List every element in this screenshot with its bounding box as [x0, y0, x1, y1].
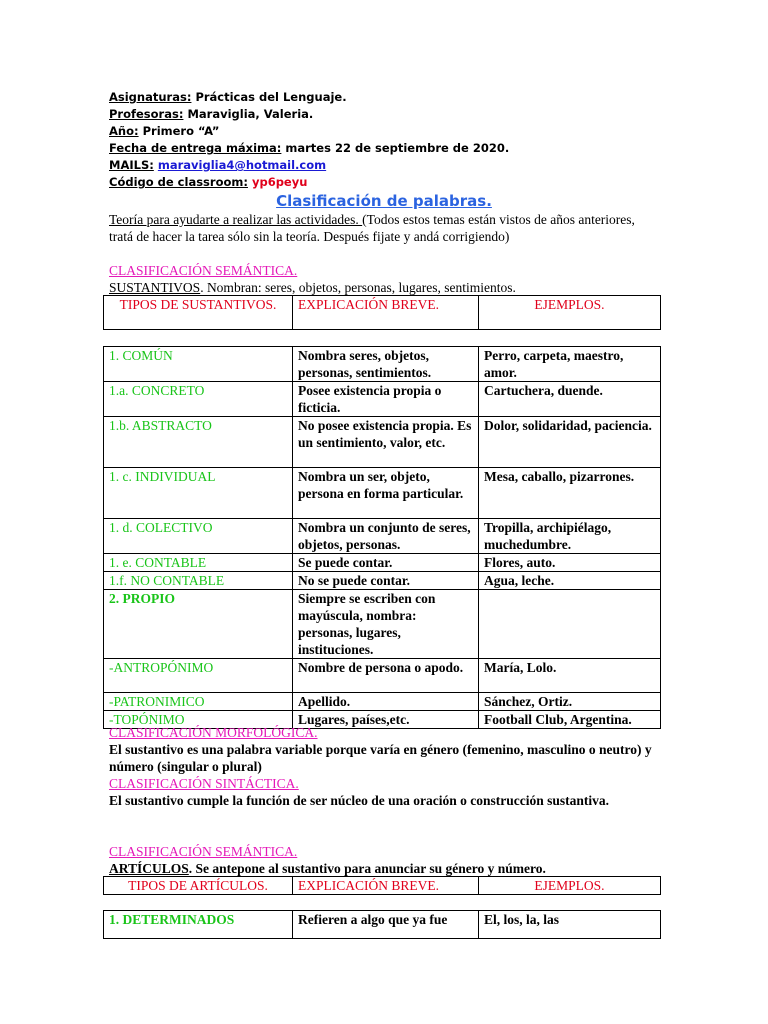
- table-row: [104, 659, 661, 693]
- articulos-definition: [109, 860, 661, 877]
- ejemplos-cell: Flores, auto.: [479, 554, 661, 572]
- tipo-cell: 2. PROPIO: [104, 590, 293, 659]
- explicacion-cell: Siempre se escriben con mayúscula, nombra: personas, lugares, instituciones.: [293, 590, 479, 659]
- ejemplos-cell: Tropilla, archipiélago, muchedumbre.: [479, 519, 661, 554]
- codigo-label: Código de classroom:: [109, 175, 248, 189]
- explicacion-cell: No posee existencia propia. Es un sentimiento, valor, etc.: [293, 417, 479, 468]
- anio-label: Año:: [109, 124, 139, 138]
- table-row: [104, 572, 661, 590]
- fecha-value: martes 22 de septiembre de 2020.: [281, 141, 510, 155]
- codigo-line: [109, 174, 729, 191]
- articulos-table: [103, 910, 661, 939]
- ejemplos-cell: El, los, la, las: [479, 911, 661, 939]
- header-tipos: TIPOS DE SUSTANTIVOS.: [104, 296, 293, 330]
- explicacion-cell: Se puede contar.: [293, 554, 479, 572]
- table-row: [104, 347, 661, 382]
- tipo-cell: -TOPÓNIMO: [104, 711, 293, 729]
- ejemplos-cell: Perro, carpeta, maestro, amor.: [479, 347, 661, 382]
- explicacion-cell: Nombre de persona o apodo.: [293, 659, 479, 693]
- ejemplos-cell: Sánchez, Ortiz.: [479, 693, 661, 711]
- explicacion-cell: Apellido.: [293, 693, 479, 711]
- ejemplos-cell: Dolor, solidaridad, paciencia.: [479, 417, 661, 468]
- tipo-cell: 1. c. INDIVIDUAL: [104, 468, 293, 519]
- sustantivos-table: [103, 346, 661, 729]
- explicacion-cell: Posee existencia propia o ficticia.: [293, 382, 479, 417]
- asignaturas-value: Prácticas del Lenguaje.: [191, 90, 347, 104]
- explicacion-cell: No se puede contar.: [293, 572, 479, 590]
- mails-label: MAILS:: [109, 158, 154, 172]
- ejemplos-cell: Cartuchera, duende.: [479, 382, 661, 417]
- section-heading-semantica: CLASIFICACIÓN SEMÁNTICA.: [109, 263, 298, 278]
- section-heading-sintactica: CLASIFICACIÓN SINTÁCTICA.: [109, 776, 299, 791]
- header-ejemplos-articulos: EJEMPLOS.: [479, 877, 661, 895]
- mails-line: [109, 157, 729, 174]
- explicacion-cell: Nombra un ser, objeto, persona en forma particular.: [293, 468, 479, 519]
- tipo-cell: 1. DETERMINADOS: [104, 911, 293, 939]
- sustantivos-desc: . Nombran: seres, objetos, personas, lugares, sentimientos.: [200, 280, 516, 295]
- anio-line: [109, 123, 729, 140]
- tipo-cell: 1. d. COLECTIVO: [104, 519, 293, 554]
- ejemplos-cell: Football Club, Argentina.: [479, 711, 661, 729]
- profesoras-label: Profesoras:: [109, 107, 184, 121]
- ejemplos-cell: Agua, leche.: [479, 572, 661, 590]
- section-heading-morfologica: CLASIFICACIÓN MORFOLÓGICA.: [109, 725, 318, 740]
- intro-rest: (Todos estos temas están vistos de años anteriores, tratá de hacer la tarea sólo sin la teoría. Después fijate y andá corrigiendo): [109, 212, 635, 244]
- articulos-term: ARTÍCULOS: [109, 861, 189, 876]
- header-tipos-articulos: TIPOS DE ARTÍCULOS.: [104, 877, 293, 895]
- intro-underlined: Teoría para ayudarte a realizar las actividades.: [109, 212, 363, 227]
- articulos-desc: . Se antepone al sustantivo para anunciar su género y número.: [188, 861, 546, 876]
- tipo-cell: 1.a. CONCRETO: [104, 382, 293, 417]
- tipo-cell: 1. e. CONTABLE: [104, 554, 293, 572]
- sintactica-text: El sustantivo cumple la función de ser núcleo de una oración o construcción sustantiva.: [109, 793, 610, 808]
- sustantivos-definition: [109, 279, 661, 296]
- ejemplos-cell: Mesa, caballo, pizarrones.: [479, 468, 661, 519]
- explicacion-cell: Nombra un conjunto de seres, objetos, personas.: [293, 519, 479, 554]
- classroom-code: yp6peyu: [251, 175, 308, 189]
- explicacion-cell: Lugares, países,etc.: [293, 711, 479, 729]
- table-row: [104, 519, 661, 554]
- header-explicacion: EXPLICACIÓN BREVE.: [293, 296, 479, 330]
- intro-paragraph: [109, 211, 661, 245]
- table-row: [104, 911, 661, 939]
- tipo-cell: 1.b. ABSTRACTO: [104, 417, 293, 468]
- sustantivos-header-table: [103, 295, 661, 330]
- header-explicacion-articulos: EXPLICACIÓN BREVE.: [293, 877, 479, 895]
- tipo-cell: 1. COMÚN: [104, 347, 293, 382]
- fecha-line: [109, 140, 729, 157]
- table-row: [104, 590, 661, 659]
- assignment-header: [109, 89, 729, 191]
- explicacion-cell: Nombra seres, objetos, personas, sentimientos.: [293, 347, 479, 382]
- profesoras-line: [109, 106, 729, 123]
- mail-link[interactable]: maraviglia4@hotmail.com: [157, 158, 327, 172]
- asignaturas-line: [109, 89, 729, 106]
- table-row: [104, 468, 661, 519]
- fecha-label: Fecha de entrega máxima:: [109, 141, 282, 155]
- table-row: [104, 382, 661, 417]
- profesoras-value: Maraviglia, Valeria.: [183, 107, 314, 121]
- tipo-cell: -ANTROPÓNIMO: [104, 659, 293, 693]
- explicacion-cell: Refieren a algo que ya fue: [293, 911, 479, 939]
- articulos-header-table: [103, 876, 661, 895]
- section-heading-semantica-articulos: CLASIFICACIÓN SEMÁNTICA.: [109, 844, 298, 859]
- document-title: Clasificación de palabras.: [276, 192, 492, 210]
- table-row: [104, 417, 661, 468]
- sustantivos-term: SUSTANTIVOS: [109, 280, 201, 295]
- ejemplos-cell: María, Lolo.: [479, 659, 661, 693]
- tipo-cell: -PATRONIMICO: [104, 693, 293, 711]
- table-row: [104, 554, 661, 572]
- ejemplos-cell: [479, 590, 661, 659]
- asignaturas-label: Asignaturas:: [109, 90, 192, 104]
- header-ejemplos: EJEMPLOS.: [479, 296, 661, 330]
- table-row: [104, 693, 661, 711]
- tipo-cell: 1.f. NO CONTABLE: [104, 572, 293, 590]
- morfologica-text: El sustantivo es una palabra variable porque varía en género (femenino, masculino o neutro) y número (singular o plural): [109, 742, 652, 774]
- anio-value: Primero “A”: [138, 124, 220, 138]
